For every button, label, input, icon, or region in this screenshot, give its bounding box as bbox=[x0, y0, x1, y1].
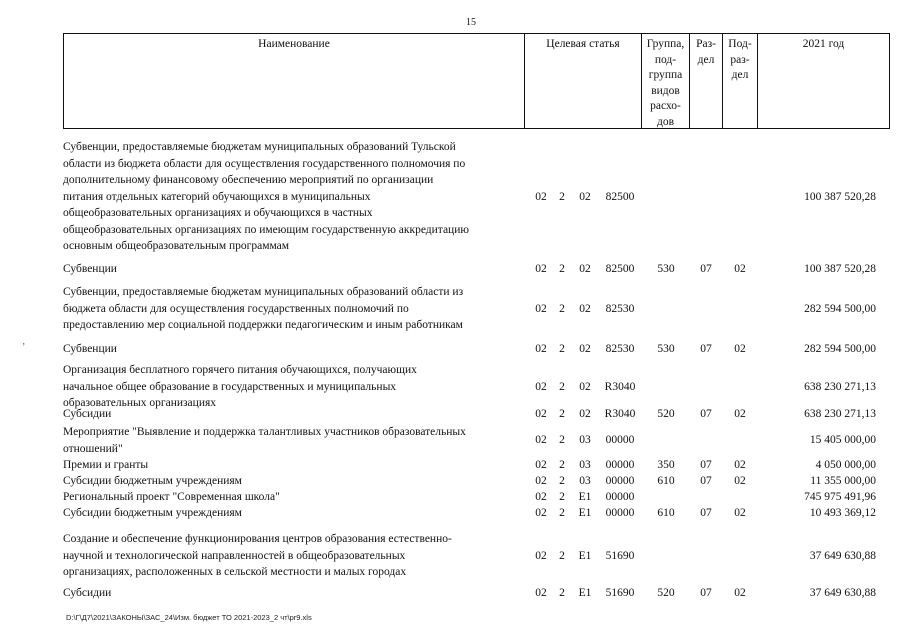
row-name bbox=[63, 457, 525, 474]
row-name bbox=[63, 406, 525, 423]
row-c3: 02 bbox=[579, 343, 591, 355]
row-name bbox=[63, 505, 525, 522]
table-row bbox=[63, 261, 890, 278]
row-name-line: отношений" bbox=[63, 442, 123, 455]
row-c4: 00000 bbox=[605, 507, 635, 519]
table-row bbox=[63, 284, 890, 334]
row-grp: 530 bbox=[657, 343, 675, 355]
row-name-line: Субсидии бюджетным учреждениям bbox=[63, 475, 242, 487]
header-subsection: Под- раз- дел bbox=[723, 34, 758, 128]
row-name bbox=[63, 531, 525, 581]
row-sub: 02 bbox=[734, 263, 746, 275]
row-amount: 745 975 491,96 bbox=[804, 491, 876, 503]
row-c1: 02 bbox=[535, 302, 547, 315]
row-name-line: Субсидии bbox=[63, 408, 112, 420]
row-name-line: Субвенции, предоставляемые бюджетам муниципальных образований области из bbox=[63, 286, 464, 298]
margin-mark: ’ bbox=[22, 342, 26, 353]
row-name-line: основным общеобразовательным программам bbox=[63, 240, 290, 252]
table-row bbox=[63, 531, 890, 581]
row-grp: 520 bbox=[657, 587, 675, 599]
row-name-line: начальное общее образование в государственных и муниципальных bbox=[63, 380, 397, 393]
row-c4: 82500 bbox=[605, 190, 635, 203]
row-c2: 2 bbox=[559, 434, 565, 447]
row-sub: 02 bbox=[734, 507, 746, 519]
row-name-line: бюджета области для осуществления государственных полномочий по bbox=[63, 302, 409, 315]
row-c1: 02 bbox=[535, 549, 547, 562]
row-c1: 02 bbox=[535, 507, 547, 519]
row-name-line: организациях, расположенных в сельской местности и малых городах bbox=[63, 566, 407, 578]
row-amount: 282 594 500,00 bbox=[804, 343, 876, 355]
row-c1: 02 bbox=[535, 263, 547, 275]
row-c2: 2 bbox=[559, 343, 565, 355]
row-name-line: Субсидии bbox=[63, 587, 112, 599]
row-c4: 82500 bbox=[605, 263, 635, 275]
table-row bbox=[63, 585, 890, 602]
row-c1: 02 bbox=[535, 380, 547, 393]
row-c2: 2 bbox=[559, 302, 565, 315]
row-sec: 07 bbox=[700, 587, 712, 599]
row-amount: 15 405 000,00 bbox=[809, 434, 876, 447]
table-row bbox=[63, 362, 890, 412]
row-name-line: Мероприятие "Выявление и поддержка талантливых участников образовательных bbox=[63, 426, 466, 438]
row-sub: 02 bbox=[734, 408, 746, 420]
header-year: 2021 год bbox=[802, 38, 845, 50]
row-sub: 02 bbox=[734, 459, 746, 471]
table-header bbox=[63, 33, 890, 129]
row-c1: 02 bbox=[535, 190, 547, 203]
row-c1: 02 bbox=[535, 343, 547, 355]
row-name-line: питания отдельных категорий обучающихся в муниципальных bbox=[63, 190, 371, 203]
row-c2: 2 bbox=[559, 549, 565, 562]
row-amount: 10 493 369,12 bbox=[809, 507, 876, 519]
row-name-line: Региональный проект "Современная школа" bbox=[63, 491, 280, 503]
row-c3: 03 bbox=[579, 434, 591, 447]
header-name: Наименование bbox=[64, 34, 525, 128]
row-sec: 07 bbox=[700, 263, 712, 275]
table-row bbox=[63, 424, 890, 457]
row-grp: 520 bbox=[657, 408, 675, 420]
row-sec: 07 bbox=[700, 475, 712, 487]
row-name-line: Премии и гранты bbox=[63, 459, 149, 471]
row-amount: 282 594 500,00 bbox=[804, 302, 876, 315]
row-sub: 02 bbox=[734, 343, 746, 355]
row-c4: 51690 bbox=[605, 587, 635, 599]
table-row bbox=[63, 505, 890, 522]
row-grp: 610 bbox=[657, 475, 675, 487]
row-name-line: Субвенции bbox=[63, 263, 117, 275]
row-amount: 11 355 000,00 bbox=[810, 475, 876, 487]
row-c2: 2 bbox=[559, 263, 565, 275]
row-c1: 02 bbox=[535, 491, 547, 503]
row-c4: 00000 bbox=[605, 491, 635, 503]
row-c3: 02 bbox=[579, 408, 591, 420]
row-c3: 02 bbox=[579, 190, 591, 203]
row-amount: 4 050 000,00 bbox=[815, 459, 876, 471]
row-amount: 638 230 271,13 bbox=[804, 408, 876, 420]
row-name-line: общеобразовательных организациях и обучающихся в частных bbox=[63, 207, 373, 219]
row-c3: 02 bbox=[579, 302, 591, 315]
table-row bbox=[63, 406, 890, 423]
row-c3: E1 bbox=[578, 587, 592, 599]
row-amount: 37 649 630,88 bbox=[809, 587, 876, 599]
row-c2: 2 bbox=[559, 491, 565, 503]
row-name bbox=[63, 473, 525, 490]
row-name-line: научной и технологической направленностей в общеобразовательных bbox=[63, 549, 406, 562]
row-grp: 610 bbox=[657, 507, 675, 519]
row-amount: 638 230 271,13 bbox=[804, 380, 876, 393]
row-sec: 07 bbox=[700, 459, 712, 471]
table-row bbox=[63, 489, 890, 506]
row-amount: 100 387 520,28 bbox=[804, 190, 876, 203]
header-target: Целевая статья bbox=[525, 34, 642, 128]
row-name bbox=[63, 362, 525, 412]
row-c3: E1 bbox=[578, 507, 592, 519]
row-name bbox=[63, 139, 525, 255]
row-c3: 03 bbox=[579, 475, 591, 487]
row-grp: 350 bbox=[657, 459, 675, 471]
row-name-line: Субсидии бюджетным учреждениям bbox=[63, 507, 242, 519]
table-row bbox=[63, 341, 890, 358]
row-c3: 03 bbox=[579, 459, 591, 471]
row-name-line: Создание и обеспечение функционирования центров образования естественно- bbox=[63, 533, 452, 545]
row-c1: 02 bbox=[535, 434, 547, 447]
row-sec: 07 bbox=[700, 343, 712, 355]
row-c2: 2 bbox=[559, 587, 565, 599]
row-c3: 02 bbox=[579, 263, 591, 275]
row-sub: 02 bbox=[734, 587, 746, 599]
row-c4: 51690 bbox=[605, 549, 635, 562]
row-c2: 2 bbox=[559, 408, 565, 420]
row-c4: R3040 bbox=[604, 408, 636, 420]
row-name-line: дополнительному финансовому обеспечению мероприятий по организации bbox=[63, 174, 434, 186]
row-name bbox=[63, 489, 525, 506]
row-sub: 02 bbox=[734, 475, 746, 487]
row-c3: 02 bbox=[579, 380, 591, 393]
row-name bbox=[63, 341, 525, 358]
row-c4: 00000 bbox=[605, 459, 635, 471]
row-c1: 02 bbox=[535, 459, 547, 471]
row-c1: 02 bbox=[535, 408, 547, 420]
row-c2: 2 bbox=[559, 459, 565, 471]
row-name-line: области из бюджета области для осуществления государственного полномочия по bbox=[63, 157, 466, 170]
row-name-line: общеобразовательных организациях по имеющим государственную аккредитацию bbox=[63, 223, 469, 236]
row-c3: E1 bbox=[578, 491, 592, 503]
row-grp: 530 bbox=[657, 263, 675, 275]
row-c2: 2 bbox=[559, 380, 565, 393]
row-name-line: Организация бесплатного горячего питания обучающихся, получающих bbox=[63, 364, 417, 376]
header-group: Группа, под- группа видов расхо- дов bbox=[642, 34, 690, 128]
row-c1: 02 bbox=[535, 587, 547, 599]
row-c2: 2 bbox=[559, 190, 565, 203]
row-amount: 100 387 520,28 bbox=[804, 263, 876, 275]
header-section: Раз- дел bbox=[690, 34, 723, 128]
row-c4: 82530 bbox=[605, 343, 635, 355]
row-name-line: образовательных организациях bbox=[63, 397, 217, 409]
page-number: 15 bbox=[466, 17, 476, 28]
row-sec: 07 bbox=[700, 507, 712, 519]
row-c2: 2 bbox=[559, 475, 565, 487]
row-c4: R3040 bbox=[604, 380, 636, 393]
table-row bbox=[63, 473, 890, 490]
row-name bbox=[63, 284, 525, 334]
row-c3: E1 bbox=[578, 549, 592, 562]
row-name bbox=[63, 261, 525, 278]
row-c4: 00000 bbox=[605, 434, 635, 447]
row-amount: 37 649 630,88 bbox=[809, 549, 876, 562]
table-row bbox=[63, 139, 890, 255]
row-name-line: предоставлению мер социальной поддержки педагогическим и иным работникам bbox=[63, 319, 463, 331]
row-c2: 2 bbox=[559, 507, 565, 519]
row-name bbox=[63, 585, 525, 602]
row-c4: 00000 bbox=[605, 475, 635, 487]
row-sec: 07 bbox=[700, 408, 712, 420]
footer-path: D:\Г\Д7\2021\ЗАКОНЫ\ЗАС_24\Изм. бюджет ТО 2021-2023_2 чт\pr9.xls bbox=[66, 613, 312, 622]
row-c4: 82530 bbox=[605, 302, 635, 315]
table-row bbox=[63, 457, 890, 474]
row-name-line: Субвенции, предоставляемые бюджетам муниципальных образований Тульской bbox=[63, 141, 456, 153]
row-name bbox=[63, 424, 525, 457]
row-c1: 02 bbox=[535, 475, 547, 487]
row-name-line: Субвенции bbox=[63, 343, 117, 355]
